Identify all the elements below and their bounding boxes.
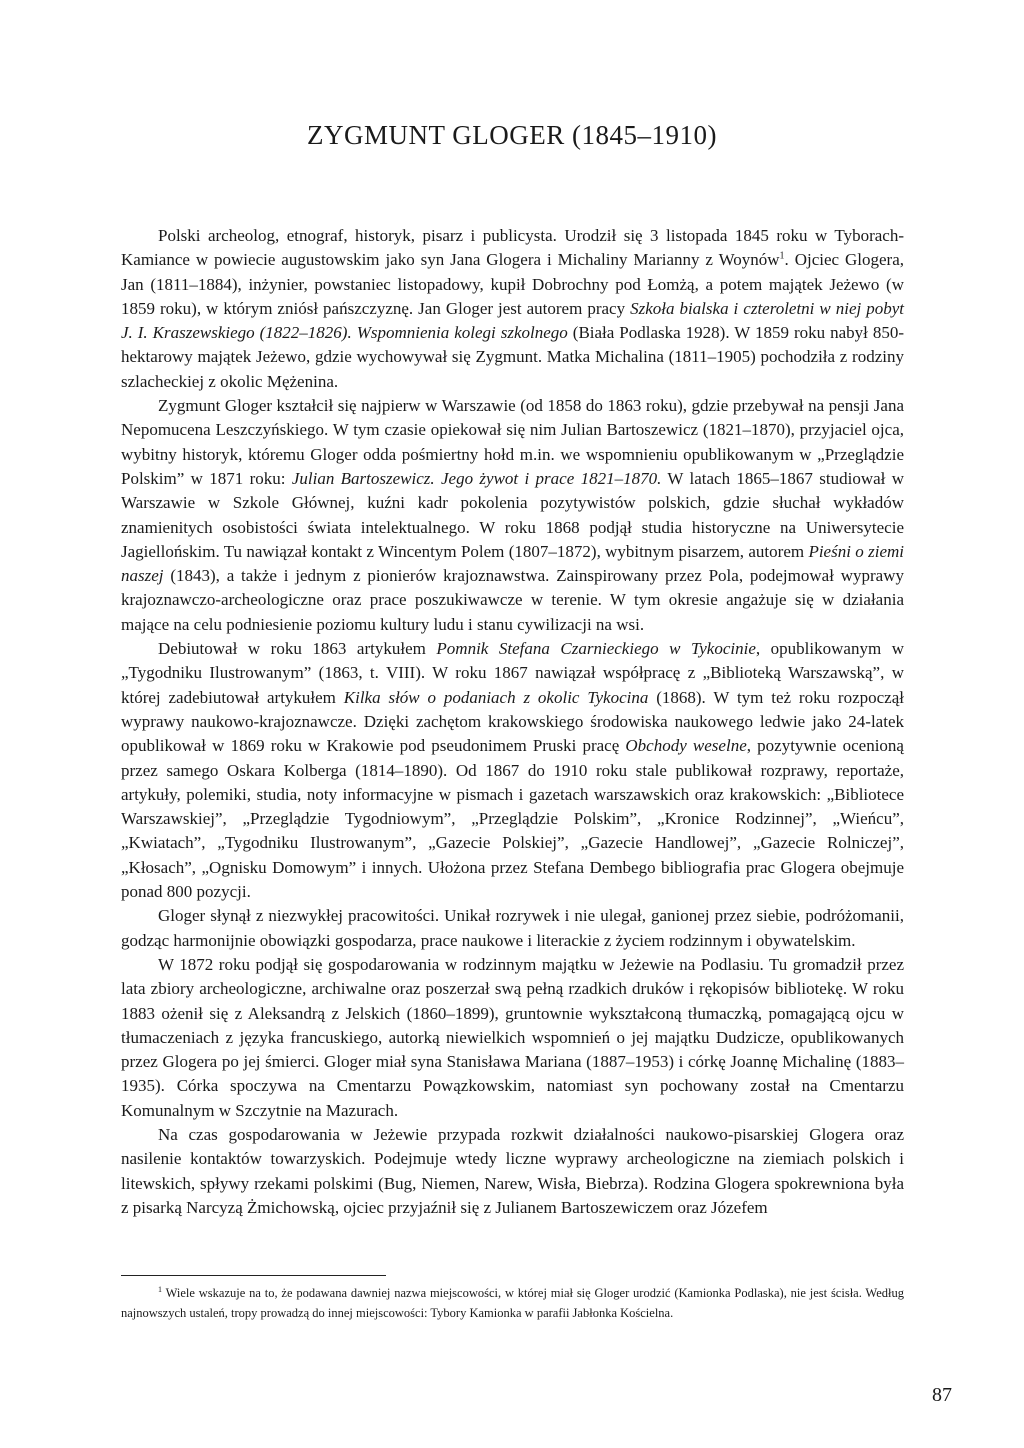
footnote-text: Wiele wskazuje na to, że podawana dawniej nazwa miejscowości, w której miał się Gloger urodzić (Kamionka Podlaska), nie jest ścisła. Według najnowszych ustaleń, tropy prowadzą do innej miejscowości: Tybory Kamionka w parafii Jabłonka Kościelna. [121, 1286, 905, 1320]
footnote [121, 1283, 904, 1323]
paragraph-3: Debiutował w roku 1863 artykułem Pomnik Stefana Czarnieckiego w Tykocinie, opublikowanym w „Tygodniku Ilustrowanym” (1863, t. VIII). W roku 1867 nawiązał współpracę z „Biblioteką Warszawską”, w której zadebiutował artykułem Kilka słów o podaniach z okolic Tykocina (1868). W tym też roku rozpoczął wyprawy naukowo-krajoznawcze. Dzięki zachętom krakowskiego środowiska naukowego ledwie jako 24-latek opublikował w 1869 roku w Krakowie pod pseudonimem Pruski pracę Obchody weselne, pozytywnie ocenioną przez samego Oskara Kolberga (1814–1890). Od 1867 do 1910 roku stale publikował rozprawy, reportaże, artykuły, polemiki, studia, noty informacyjne w pismach i gazetach warszawskich oraz krakowskich: „Bibliotece Warszawskiej”, „Przeglądzie Tygodniowym”, „Przeglądzie Polskim”, „Kronice Rodzinnej”, „Wieńcu”, „Kwiatach”, „Tygodniku Ilustrowanym”, „Gazecie Polskiej”, „Gazecie Handlowej”, „Gazecie Rolniczej”, „Kłosach”, „Ognisku Domowym” i innych. Ułożona przez Stefana Dembego bibliografia prac Glogera obejmuje ponad 800 pozycji. [121, 639, 904, 902]
paragraph-5: W 1872 roku podjął się gospodarowania w rodzinnym majątku w Jeżewie na Podlasiu. Tu gromadził przez lata zbiory archeologiczne, archiwalne oraz poszerzał swą pełną rzadkich druków i rękopisów bibliotekę. W roku 1883 ożenił się z Aleksandrą z Jelskich (1860–1899), gruntownie wykształconą tłumaczką, pomagającą ojcu w tłumaczeniach z języka francuskiego, autorką niewielkich wspomnień o jej majątku Dudzicze, opublikowanych przez Glogera po jej śmierci. Gloger miał syna Stanisława Mariana (1887–1953) i córkę Joannę Michalinę (1883–1935). Córka spoczywa na Cmentarzu Powązkowskim, natomiast syn pochowany został na Cmentarzu Komunalnym w Szczytnie na Mazurach. [121, 954, 904, 1120]
work-title: Pomnik Stefana Czarnieckiego w Tykocinie [436, 639, 756, 659]
footnote-ref[interactable]: 1 [779, 250, 785, 262]
page-title: ZYGMUNT GLOGER (1845–1910) [307, 120, 717, 150]
paragraph-2: Zygmunt Gloger kształcił się najpierw w Warszawie (od 1858 do 1863 roku), gdzie przebywał na pensji Jana Nepomucena Leszczyńskiego. W tym czasie opiekował się nim Julian Bartoszewicz (1821–1870), przyjaciel ojca, wybitny historyk, któremu Gloger odda pośmiertny hołd m.in. we wspomnieniu opublikowanym w „Przeglądzie Polskim” w 1871 roku: Julian Bartoszewicz. Jego żywot i prace 1821–1870. W latach 1865–1867 studiował w Warszawie w Szkole Głównej, kuźni kadr pokolenia pozytywistów polskich, gdzie słuchał wykładów znamienitych osobistości świata intelektualnego. W roku 1868 podjął studia historyczne na Uniwersytecie Jagiellońskim. Tu nawiązał kontakt z Wincentym Polem (1807–1872), wybitnym pisarzem, autorem Pieśni o ziemi naszej (1843), a także i jednym z pionierów krajoznawstwa. Zainspirowany przez Pola, podejmował wyprawy krajoznawczo-archeologiczne oraz prace poszukiwawcze w terenie. W tym okresie angażuje się w działania mające na celu podniesienie poziomu kultury ludu i stanu cywilizacji na wsi. [121, 396, 904, 634]
footnote-marker: 1 [158, 1284, 162, 1294]
work-title: Obchody weselne [625, 736, 747, 756]
paragraph-6: Na czas gospodarowania w Jeżewie przypada rozkwit działalności naukowo-pisarskiej Glogera oraz nasilenie kontaktów towarzyskich. Podejmuje wtedy liczne wyprawy archeologiczne na ziemiach polskich i litewskich, spływy rzekami polskimi (Bug, Niemen, Narew, Wisła, Biebrza). Rodzina Glogera spokrewniona była z pisarką Narcyzą Żmichowską, ojciec przyjaźnił się z Julianem Bartoszewiczem oraz Józefem [121, 1124, 904, 1217]
work-title: Szkoła bialska i czteroletni w niej pobyt J. I. Kraszewskiego (1822–1826). Wspomnienia kolegi szkolnego [121, 298, 904, 343]
work-title: Julian Bartoszewicz. Jego żywot i prace 1821–1870. [291, 468, 662, 488]
work-title: Kilka słów o podaniach z okolic Tykocina [343, 687, 649, 707]
paragraph-4: Gloger słynął z niezwykłej pracowitości. Unikał rozrywek i nie ulegał, ganionej przez siebie, podróżomanii, godząc harmonijnie obowiązki gospodarza, prace naukowe i literackie z życiem rodzinnym i obywatelskim. [121, 906, 904, 950]
footnote-divider [121, 1275, 386, 1276]
paragraph-1: Polski archeolog, etnograf, historyk, pisarz i publicysta. Urodził się 3 listopada 1845 roku w Tyborach-Kamiance w powiecie augustowskim jako syn Jana Glogera i Michaliny Marianny z Woynów$^1$. Ojciec Glogera, Jan (1811–1884), inżynier, powstaniec listopadowy, kupił Dobrochny pod Łomżą, a potem majątek Jeżewo (w 1859 roku), w którym zniósł pańszczyznę. Jan Gloger jest autorem pracy Szkoła bialska i czteroletni w niej pobyt J. I. Kraszewskiego (1822–1826). Wspomnienia kolegi szkolnego (Biała Podlaska 1928). W 1859 roku nabył 850-hektarowy majątek Jeżewo, gdzie wychowywał się Zygmunt. Matka Michalina (1811–1905) pochodziła z rodziny szlacheckiej z okolic Mężenina. [121, 226, 904, 391]
work-title: Pieśni o ziemi naszej [121, 541, 904, 586]
page-number: 87 [932, 1384, 952, 1406]
body-text [121, 224, 904, 1220]
